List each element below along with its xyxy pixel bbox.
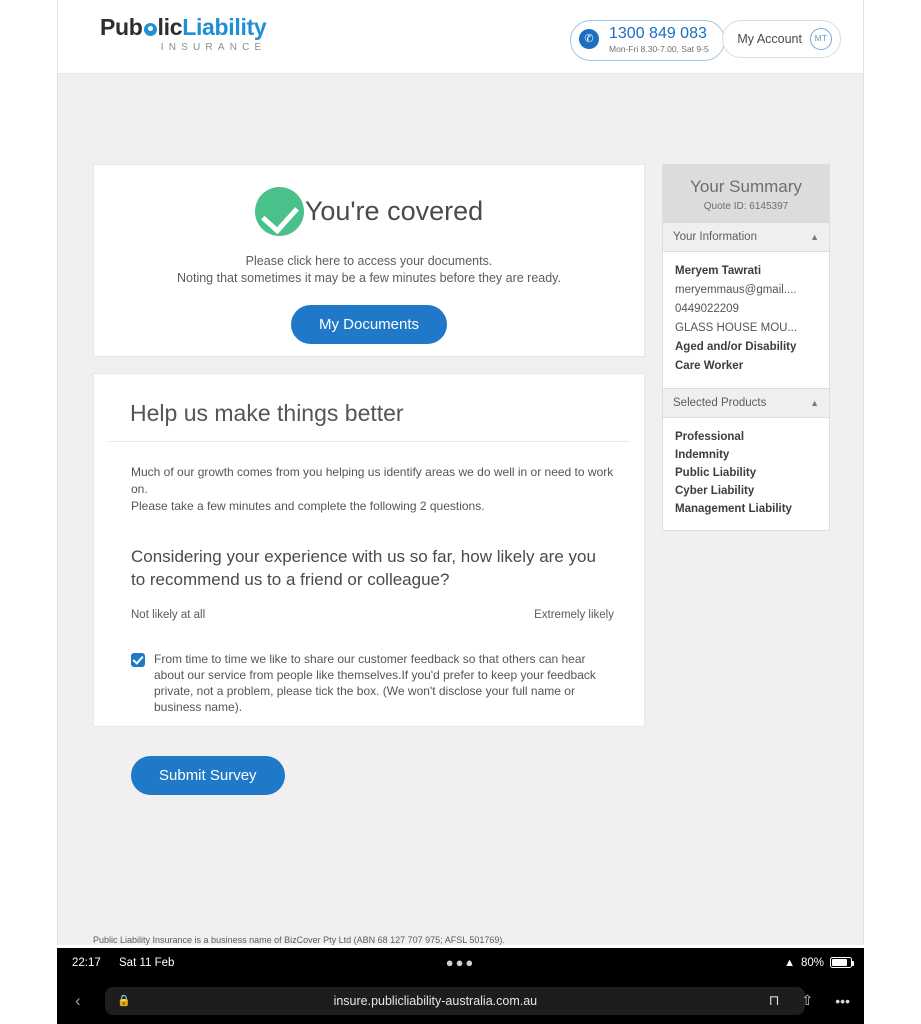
- os-status-bar: [57, 948, 864, 977]
- your-information-body: [663, 252, 829, 388]
- right-margin: [864, 0, 921, 1024]
- submit-row: [94, 715, 644, 795]
- logo-text-liability: Liability: [182, 14, 267, 40]
- url-text: insure.publicliability-australia.com.au: [333, 993, 538, 1008]
- status-right-group: [784, 957, 852, 969]
- covered-title: You're covered: [304, 196, 484, 226]
- lock-icon: 🔒: [117, 995, 131, 1007]
- covered-subtext-line1: Please click here to access your documents.: [245, 254, 493, 268]
- bookmark-icon[interactable]: ⊓: [768, 992, 780, 1008]
- product-item: Management Liability: [675, 503, 792, 515]
- more-icon[interactable]: •••: [835, 992, 850, 1009]
- left-margin: [0, 0, 57, 1024]
- my-documents-button[interactable]: My Documents: [291, 305, 447, 344]
- selected-products-body: [663, 418, 829, 530]
- customer-name: Meryem Tawrati: [675, 265, 762, 277]
- summary-quote-id: Quote ID: 6145397: [703, 201, 789, 212]
- avatar: MT: [810, 28, 832, 50]
- survey-title: Help us make things better: [108, 374, 630, 442]
- summary-panel: [662, 164, 830, 531]
- selected-products-section-header[interactable]: [663, 388, 829, 418]
- survey-intro-line2: Please take a few minutes and complete the following 2 questions.: [131, 499, 485, 513]
- summary-header: [663, 165, 829, 222]
- browser-toolbar: [57, 977, 864, 1024]
- survey-intro: [94, 442, 644, 515]
- bottom-right-margin: [864, 948, 921, 1024]
- back-button[interactable]: ‹: [75, 990, 81, 1010]
- customer-occupation-line1: Aged and/or Disability: [675, 341, 797, 353]
- survey-scale-labels: [94, 591, 644, 621]
- covered-subtext-line2: Noting that sometimes it may be a few minutes before they are ready.: [177, 271, 561, 285]
- scale-high-label: Extremely likely: [534, 609, 614, 621]
- survey-question: Considering your experience with us so far, how likely are you to recommend us to a friend or colleague?: [131, 547, 596, 589]
- my-account-button[interactable]: [722, 20, 841, 58]
- bottom-left-margin: [0, 948, 57, 1024]
- consent-row: [94, 621, 644, 715]
- logo-text-lic: lic: [157, 14, 183, 40]
- logo-dot-icon: [144, 23, 157, 36]
- share-icon[interactable]: ⇧: [801, 992, 814, 1008]
- wifi-icon: ▲: [784, 956, 795, 969]
- survey-intro-line1: Much of our growth comes from you helping us identify areas we do well in or need to work on.: [131, 465, 614, 496]
- covered-heading-row: [94, 187, 644, 236]
- customer-email: meryemmaus@gmail....: [675, 284, 797, 296]
- customer-location: GLASS HOUSE MOU...: [675, 322, 798, 334]
- customer-phone: 0449022209: [675, 303, 739, 315]
- product-item: Public Liability: [675, 467, 757, 479]
- your-information-label: Your Information: [673, 231, 757, 243]
- tab-grid-icon[interactable]: ●●●: [445, 955, 476, 970]
- scale-low-label: Not likely at all: [131, 609, 206, 621]
- address-bar[interactable]: [105, 987, 805, 1015]
- legal-line-1: Public Liability Insurance is a business name of BizCover Pty Ltd (ABN 68 127 707 975; AFSL 501769).: [93, 935, 505, 945]
- battery-icon: [830, 957, 852, 968]
- selected-products-label: Selected Products: [673, 397, 767, 409]
- site-logo[interactable]: [100, 16, 266, 53]
- logo-text-pub: Pub: [100, 14, 143, 40]
- legal-footer: [93, 934, 843, 945]
- covered-card: [93, 164, 645, 357]
- customer-occupation-line2: Care Worker: [675, 360, 744, 372]
- summary-title: Your Summary: [690, 177, 802, 196]
- product-item: Professional: [675, 431, 745, 443]
- covered-subtext: [94, 253, 644, 287]
- consent-checkbox[interactable]: [131, 653, 145, 667]
- product-item: Cyber Liability: [675, 485, 755, 497]
- chevron-up-icon-2: ▲: [810, 398, 819, 408]
- phone-hours: Mon-Fri 8.30-7.00, Sat 9-5: [609, 44, 709, 54]
- check-circle-icon: [255, 187, 304, 236]
- chevron-up-icon: ▲: [810, 232, 819, 242]
- browser-viewport: [57, 0, 864, 945]
- survey-card: [93, 373, 645, 784]
- my-account-label: My Account: [737, 32, 802, 46]
- battery-percent: 80%: [800, 956, 824, 969]
- product-item: Indemnity: [675, 449, 730, 461]
- phone-icon: ✆: [579, 29, 599, 49]
- page-content: [58, 74, 863, 945]
- consent-text: From time to time we like to share our customer feedback so that others can hear about our service from people like themselves.If you'd prefer to keep your feedback private, not a problem, please tick the box. (We won't disclose your full name or business name).: [154, 652, 596, 714]
- site-header: [58, 0, 863, 74]
- phone-button[interactable]: [570, 20, 725, 61]
- logo-subtitle: INSURANCE: [160, 42, 267, 53]
- your-information-section-header[interactable]: [663, 222, 829, 252]
- phone-number: 1300 849 083: [609, 25, 707, 42]
- logo-wordmark: [100, 16, 266, 39]
- toolbar-icons: [769, 992, 850, 1009]
- status-time: 22:17: [72, 956, 101, 969]
- submit-survey-button[interactable]: Submit Survey: [131, 756, 285, 795]
- status-date: Sat 11 Feb: [119, 956, 175, 969]
